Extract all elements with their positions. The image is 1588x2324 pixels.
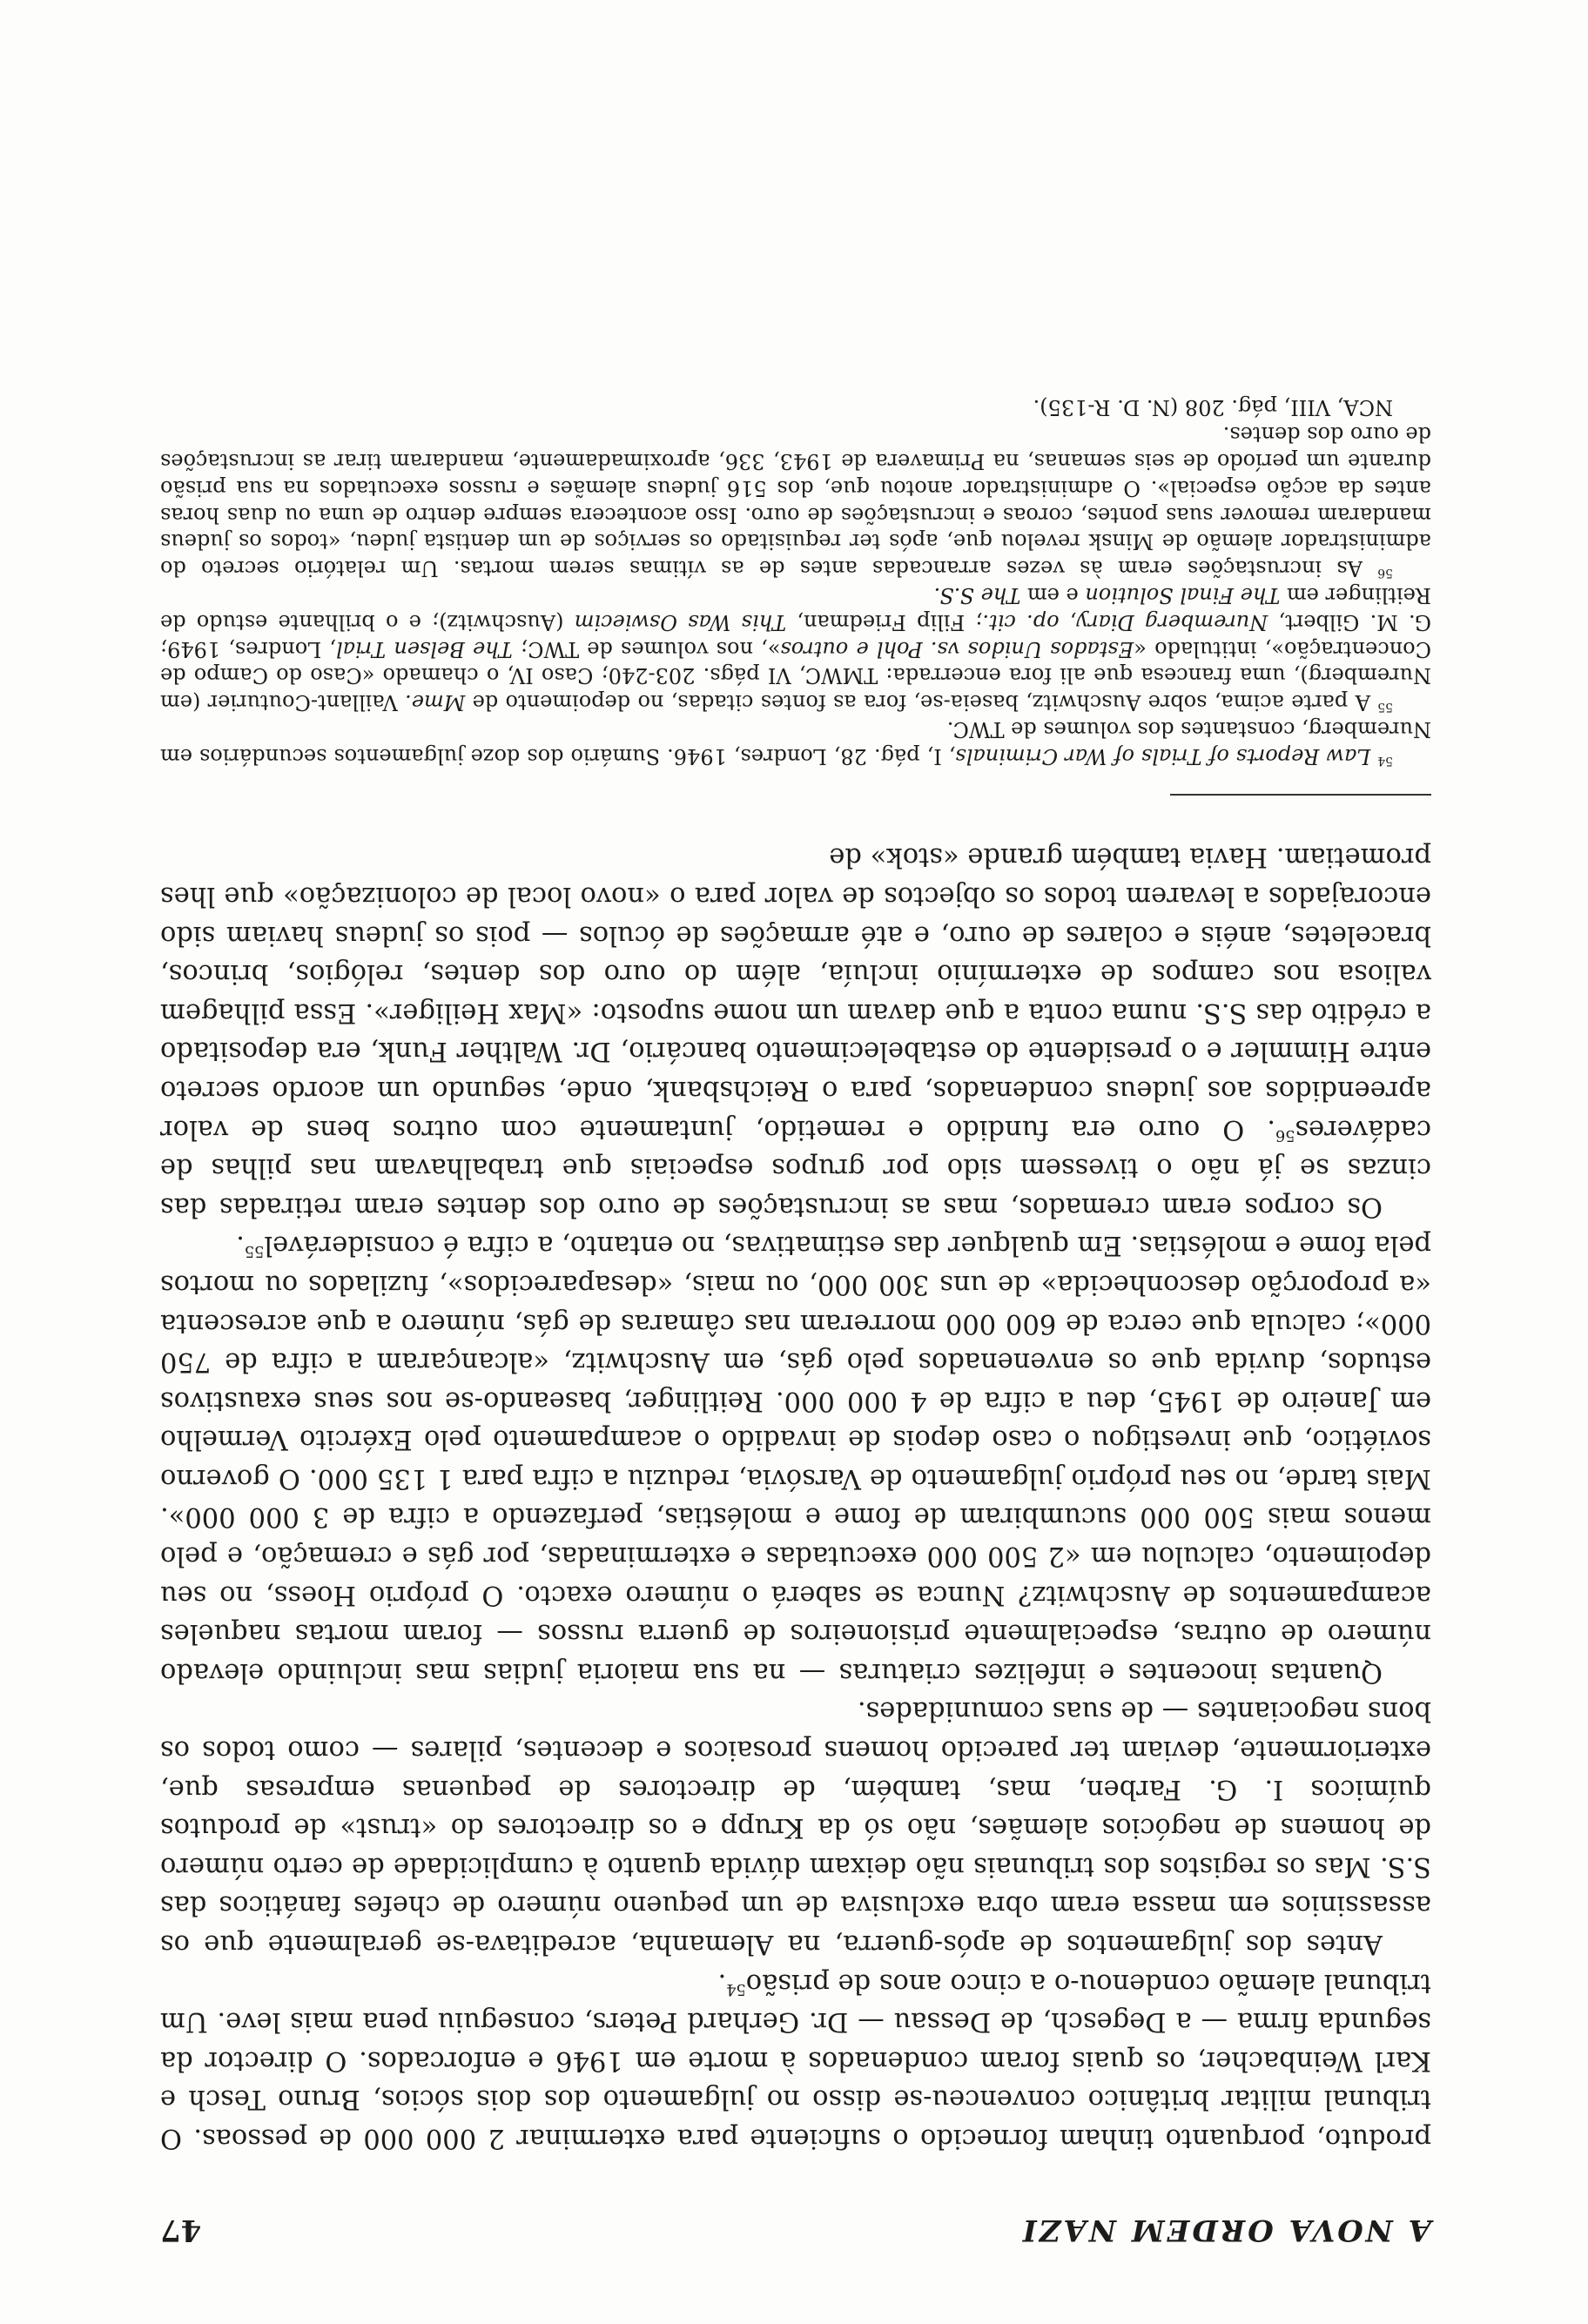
footnote-55-text-b: Mme. — [405, 690, 466, 715]
page-content — [160, 394, 1431, 2247]
footnote-56-source: NCA, VIII, pág. 208 (N. D. R-135). — [1033, 395, 1393, 420]
footnote-56 — [160, 420, 1431, 581]
paragraph-3 — [160, 1226, 1431, 1691]
paragraph-3-text: Quantas inocentes e infelizes criaturas — na sua maioria judias mas incluindo elevado número de outras, especialmente prisioneiros de guerra russos — foram mortas naqueles acampamentos de Auschwitz? Nunca se saberá o número exacto. O próprio Hoess, no seu depoimento, calculou em «2 500 000 executadas e exterminadas, por gás e cremação, e pelo menos mais 500 000 sucumbiram de fome e moléstias, perfazendo a cifra de 3 000 000». Mais tarde, no seu próprio julgamento de Varsóvia, reduziu a cifra para 1 135 000. O governo soviético, que investigou o caso depois de invadido o acampamento pelo Exército Vermelho em Janeiro de 1945, deu a cifra de 4 000 000. Reitlinger, baseando-se nos seus exaustivos estudos, duvida que os envenenados pelo gás, em Auschwitz, «alcançaram a cifra de 750 000»; calcula que cerca de 600 000 morreram nas câmaras de gás, número a que acrescenta «a proporção desconhecida» de uns 300 000, ou mais, «desaparecidos», fuzilados ou mortos pela fome e moléstias. Em qualquer das estimativas, no entanto, a cifra é considerável — [160, 1230, 1431, 1688]
paragraph-1 — [160, 1963, 1431, 2157]
footnote-55-text-o: e em — [1020, 583, 1086, 608]
footnote-55-text-d: Estados Unidos vs. Pohl e outros — [780, 636, 1134, 662]
footnote-54 — [160, 715, 1431, 769]
footnote-ref-55: 55 — [244, 1242, 265, 1260]
paragraph-4-text-a: Os corpos eram cremados, mas as incrustações de ouro dos dentes eram retiradas das cinzas se já não o tivessem sido por grupos especiais que trabalhavam nas pilhas de cadáveres — [160, 1113, 1431, 1222]
footnote-55-text-a: A parte acima, sobre Auschwitz, baseia-se, fora as fontes citadas, no depoimento de — [465, 690, 1370, 715]
footnote-number-54: 54 — [1377, 753, 1393, 768]
running-title: A NOVA ORDEM NAZI — [1019, 2213, 1431, 2247]
footnote-54-text: , I, pág. 28, Londres, 1946. Sumário dos doze julgamentos secundários em Nuremberg, constantes dos volumes de TWC. — [160, 717, 1431, 769]
footnote-55-text-h: Nuremberg Diary — [1076, 609, 1268, 635]
footnote-55-text-e: », nos volumes de TWC; — [512, 636, 781, 662]
footnote-55-text-f: The Belsen Trial — [336, 636, 513, 662]
footnote-54-title: Law Reports of Trials of War Criminals — [955, 743, 1371, 769]
footnote-55-text-p: The S.S. — [933, 583, 1021, 608]
paragraph-4 — [160, 837, 1431, 1226]
paragraph-1-text: produto, porquanto tinham fornecido o suficiente para exterminar 2 000 000 de pessoas. O tribunal militar britânico convenceu-se disso no julgamento dos dois sócios, Bruno Tesch e Karl Weinbacher, os quais foram condenados à morte em 1946 e enforcados. O director da segunda firma — a Degesch, de Dessau — Dr. Gerhard Peters, conseguiu pena mais leve. Um tribunal alemão condenou-o a cinco anos de prisão — [160, 1967, 1431, 2153]
footnote-55-text-l: This Was Oswiecim — [574, 609, 787, 635]
footnote-55-text-i: , — [1059, 609, 1077, 635]
footnote-ref-56: 56 — [1275, 1125, 1295, 1144]
footnote-divider — [1170, 794, 1431, 796]
paragraph-1-end: . — [717, 1967, 727, 1998]
footnote-55-text-j: op. cit. — [982, 609, 1060, 635]
paragraph-3-end: . — [236, 1230, 245, 1261]
footnotes — [160, 394, 1431, 769]
footnote-56-text: As incrustações eram às vezes arrancadas antes de as vítimas serem mortas. Um relatório secreto do administrador alemão de Minsk revelou que, após ter requisitado os serviços de um dentista judeu, «todos os judeus mandaram remover suas pontes, coroas e incrustações de ouro. Isso acontecera sempre dentro de uma ou duas horas antes da acção especial». O administrador anotou que, dos 516 judeus alemães e russos executados na sua prisão durante um período de seis semanas, na Primavera de 1943, 336, aproximadamente, mandaram tirar as incrustações de ouro dos dentes. — [160, 422, 1431, 581]
footnote-55-text-c: Vaillant-Couturier (em Nuremberg), uma francesa que ali fora encerrada: TMWC, VI págs. 203-240; Caso IV, o chamado «Caso do Campo de Concentração», intitulado « — [159, 636, 1431, 715]
page-number: 47 — [160, 2213, 202, 2247]
footnote-55-text-g: , Londres, 1949; G. M. Gilbert, — [159, 609, 1431, 662]
paragraph-4-text-b: . O ouro era fundido e remetido, juntamente com outros bens de valor apreendidos aos judeus condenados, para o Reichsbank, onde, segundo um acordo secreto entre Himmler e o presidente do estabelecimento bancário, Dr. Walther Funk, era depositado a crédito das S.S. numa conta a que davam um nome suposto: «Max Heiliger». Essa pilhagem valiosa nos campos de extermínio incluía, além do ouro dos dentes, relógios, brincos, braceletes, anéis e colares de ouro, e até armações de óculos — pois os judeus haviam sido encorajados a levarem todos os objectos de valor para o «novo local de colonização» que lhes prometiam. Havia também grande «stok» de — [160, 842, 1431, 1145]
footnote-number-56: 56 — [1377, 566, 1393, 581]
footnote-55-text-m: (Auschwitz); e o brilhante estudo de Reitlinger em — [160, 583, 1431, 635]
body-text — [160, 837, 1431, 2157]
footnote-55 — [160, 581, 1431, 715]
footnote-ref-54: 54 — [726, 1979, 746, 1998]
footnote-55-text-n: The Final Solution — [1085, 583, 1281, 608]
running-header — [160, 2186, 1431, 2247]
footnote-number-55: 55 — [1377, 700, 1393, 715]
paragraph-2: Antes dos julgamentos de após-guerra, na Alemanha, acreditava-se geralmente que os assassinios em massa eram obra exclusiva de um pequeno número de chefes fanáticos das S.S. Mas os registos dos tribunais não deixam dúvida quanto à cumplicidade de certo número de homens de negócios alemães, não só da Krupp e os directores do «trust» de produtos químicos I. G. Farben, mas, também, de directores de pequenas empresas que, exteriormente, deviam ter parecido homens prosaicos e decentes, pilares — como todos os bons negociantes — de suas comunidades. — [160, 1696, 1431, 1960]
footnote-55-text-k: ; Filip Friedman, — [786, 609, 983, 635]
